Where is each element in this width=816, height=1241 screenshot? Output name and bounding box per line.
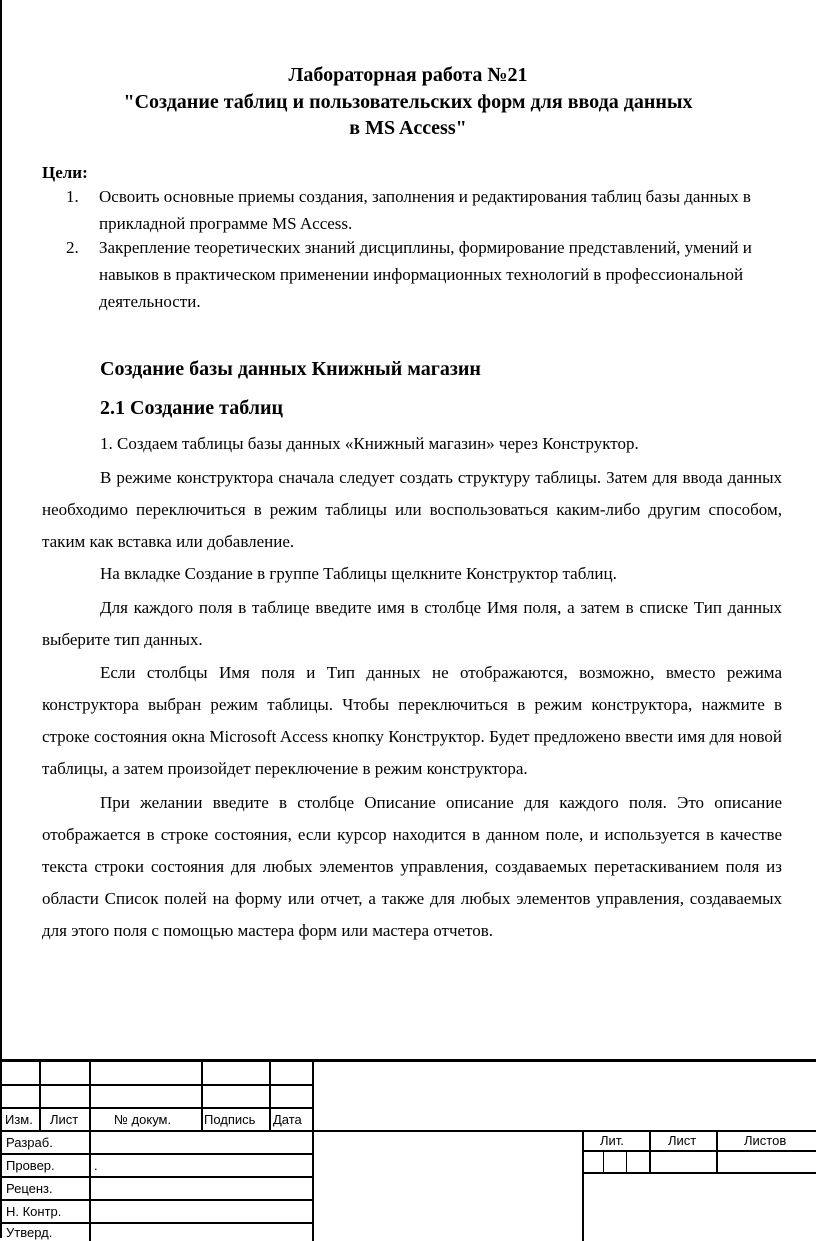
doc-title-line3: в MS Access": [349, 117, 467, 139]
stamp-row-recenz: Реценз.: [6, 1181, 53, 1196]
goal-text: Закрепление теоретических знаний дисциплины, формирование представлений, умений и навыков в практическом применении информационных технологий в профессиональной деятельности.: [99, 238, 752, 311]
doc-title-line2: "Создание таблиц и пользовательских форм для ввода данных: [123, 91, 693, 113]
title-block: [2, 1059, 816, 1241]
stamp-lit: Лит.: [600, 1133, 624, 1148]
stamp-row-razrab: Разраб.: [6, 1135, 53, 1150]
paragraph-3: На вкладке Создание в группе Таблицы щелкните Конструктор таблиц.: [100, 564, 617, 583]
stamp-col-list: Лист: [50, 1112, 79, 1127]
stamp-listov: Листов: [744, 1133, 787, 1148]
goal-text: Освоить основные приемы создания, заполнения и редактирования таблиц базы данных в прикладной программе MS Access.: [99, 187, 751, 233]
stamp-col-doc: № докум.: [114, 1112, 172, 1127]
stamp-col-date: Дата: [273, 1112, 302, 1127]
stamp-row-nkontr: Н. Контр.: [6, 1204, 62, 1219]
paragraph-1: 1. Создаем таблицы базы данных «Книжный магазин» через Конструктор.: [100, 434, 639, 453]
section-subheading: 2.1 Создание таблиц: [100, 397, 283, 419]
paragraph-2: В режиме конструктора сначала следует создать структуру таблицы. Затем для ввода данных необходимо переключиться в режим таблицы или воспользоваться каким-либо другим способом, таким как вставка или добавление.: [42, 468, 782, 551]
stamp-row-utverd: Утверд.: [6, 1225, 53, 1240]
goal-number: 1.: [66, 187, 79, 206]
stamp-row-prover: Провер.: [6, 1158, 55, 1173]
stamp-list: Лист: [668, 1133, 697, 1148]
stamp-col-izm: Изм.: [5, 1112, 33, 1127]
doc-title-line1: Лабораторная работа №21: [288, 64, 528, 86]
stamp-col-sign: Подпись: [204, 1112, 256, 1127]
paragraph-6: При желании введите в столбце Описание описание для каждого поля. Это описание отображается в строке состояния, если курсор находится в данном поле, и используется в качестве текста строки состояния для любых элементов управления, создаваемых перетаскиванием поля из области Список полей на форму или отчет, а также для любых элементов управления, создаваемых для этого поля с помощью мастера форм или мастера отчетов.: [42, 793, 782, 940]
goal-number: 2.: [66, 238, 79, 257]
paragraph-4: Для каждого поля в таблице введите имя в столбце Имя поля, а затем в списке Тип данных выберите тип данных.: [42, 598, 782, 649]
goals-heading: Цели:: [42, 163, 88, 182]
stamp-dot: .: [94, 1158, 98, 1173]
paragraph-5: Если столбцы Имя поля и Тип данных не отображаются, возможно, вместо режима конструктора выбран режим таблицы. Чтобы переключиться в режим конструктора, нажмите в строке состояния окна Microsoft Access кнопку Конструктор. Будет предложено ввести имя для новой таблицы, а затем произойдет переключение в режим конструктора.: [42, 663, 782, 778]
section-heading: Создание базы данных Книжный магазин: [100, 358, 481, 380]
